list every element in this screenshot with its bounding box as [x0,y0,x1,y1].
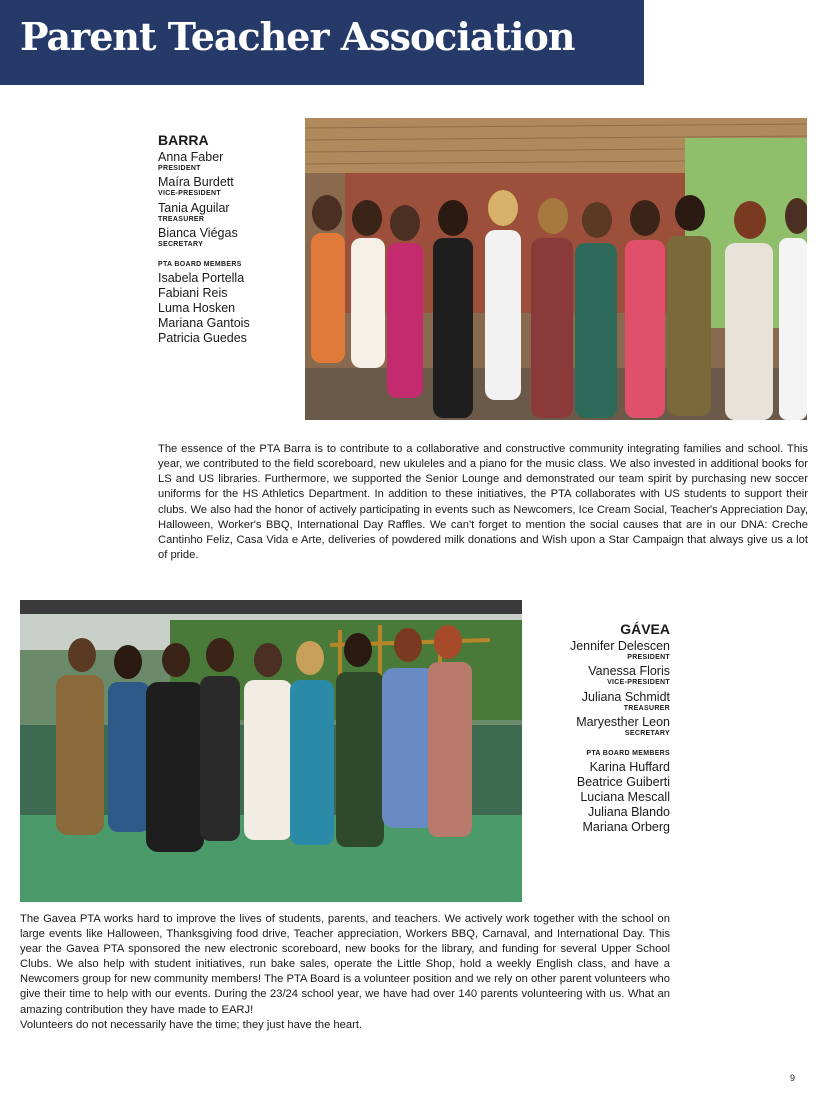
barra-secretary-name: Bianca Viégas [158,225,238,240]
barra-treasurer-name: Tania Aguilar [158,200,230,215]
barra-description: The essence of the PTA Barra is to contribute to a collaborative and constructive community integrating families and school. This year, we contributed to the field scoreboard, new ukuleles and a piano for the music class. We also invested in additional books for LS and US libraries. Furthermore, we supported the Senior Lounge and demonstrated our team spirit by purchasing new soccer uniforms for the HS Athletics Department. In addition to these initiatives, the PTA collaborates with US students to support their clubs. We also had the honor of actively participating in events such as Newcomers, Ice Cream Social, Teacher's Appreciation Day, Halloween, Worker's BBQ, International Day Raffles. We can't forget to mention the social causes that are in our DNA: Creche Cantinho Feliz, Casa Vida e Arte, deliveries of powdered milk donations and Wish upon a Star Campaign that always give us a lot of pride. [158,443,808,561]
barra-vice-president-role: VICE-PRESIDENT [158,190,221,198]
gavea-secretary-name: Maryesther Leon [576,714,670,729]
gavea-board-label: PTA BOARD MEMBERS [586,750,670,758]
gavea-vice-president-role: VICE-PRESIDENT [607,679,670,687]
barra-board-member: Patricia Guedes [158,330,247,345]
gavea-treasurer-role: TREASURER [623,704,670,712]
gavea-board-member: Juliana Blando [587,804,670,819]
barra-heading: BARRA [158,132,209,148]
page-number: 9 [790,1073,796,1083]
barra-president-role: PRESIDENT [158,164,201,172]
gavea-vice-president-name: Vanessa Floris [588,664,670,679]
gavea-board-member: Mariana Orberg [582,819,670,834]
barra-vice-president-name: Maíra Burdett [158,175,234,190]
barra-board-member: Mariana Gantois [158,315,250,330]
gavea-board-member: Karina Huffard [589,759,670,774]
barra-roster [158,132,298,346]
barra-secretary-role: SECRETARY [158,240,204,248]
barra-president-name: Anna Faber [158,149,224,164]
barra-treasurer-role: TREASURER [158,215,205,223]
gavea-board-member: Beatrice Guiberti [576,774,670,789]
page-title: Parent Teacher Association [20,14,575,59]
gavea-description-block [20,912,670,1033]
gavea-treasurer-name: Juliana Schmidt [581,689,670,704]
header-banner [0,0,644,85]
gavea-board-member: Luciana Mescall [580,789,670,804]
gavea-secretary-role: SECRETARY [624,729,670,737]
gavea-president-name: Jennifer Delescen [569,638,670,653]
gavea-heading: GÁVEA [620,621,670,637]
barra-board-label: PTA BOARD MEMBERS [158,261,242,269]
gavea-group-photo [20,600,522,902]
barra-board-member: Isabela Portella [158,270,245,285]
gavea-roster [520,621,670,835]
gavea-description: The Gavea PTA works hard to improve the lives of students, parents, and teachers. We actively work together with the school on large events like Halloween, Thanksgiving food drive, Teacher appreciation, Workers BBQ, Carnaval, and International Day. This year the Gavea PTA sponsored the new electronic scoreboard, new books for the library, and funding for several Upper School Clubs. We also help with student initiatives, run bake sales, operate the Little Shop, hold a weekly English class, and have a Newcomers group for new community members! The PTA Board is a volunteer position and we rely on other parent volunteers who give their time to help with our events. During the 23/24 school year, we have had over 140 parents volunteering with us. What an amazing contribution they have made to EARJ! [20,913,670,1016]
barra-board-member: Fabiani Reis [158,285,228,300]
barra-board-member: Luma Hosken [158,300,236,315]
barra-group-photo [305,118,807,420]
gavea-president-role: PRESIDENT [627,653,670,661]
gavea-closing-line: Volunteers do not necessarily have the time; they just have the heart. [20,1018,363,1031]
